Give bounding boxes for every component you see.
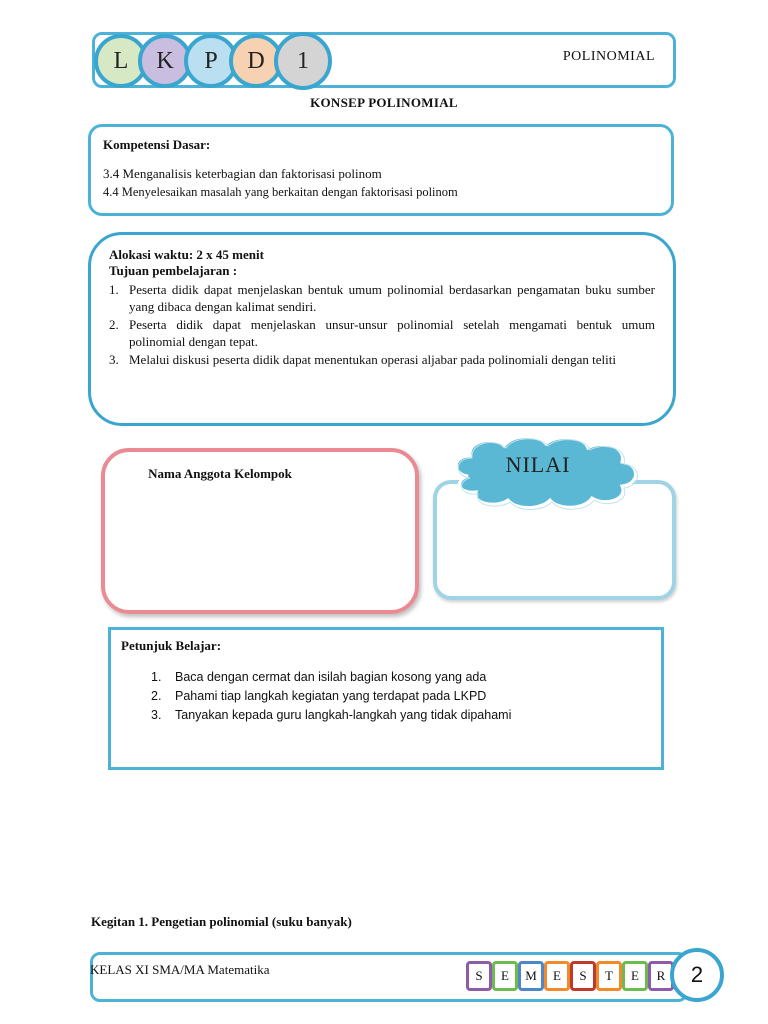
- footer-class-label: KELAS XI SMA/MA Matematika: [90, 962, 270, 977]
- lkpd-letter-p: P: [184, 34, 238, 88]
- kompetensi-item: 3.4 Menganalisis keterbagian dan faktorisasi polinom: [103, 166, 382, 181]
- list-item: 1. Peserta didik dapat menjelaskan bentuk umum polinomial berdasarkan pengamatan buku sumber yang dibaca dengan kalimat sendiri.: [109, 282, 655, 314]
- list-item: 3. Tanyakan kepada guru langkah-langkah yang tidak dipahami: [151, 708, 512, 722]
- semester-letter: S: [466, 961, 492, 991]
- nama-anggota-box: [101, 448, 419, 614]
- semester-letter: E: [622, 961, 648, 991]
- list-item: 1. Baca dengan cermat dan isilah bagian kosong yang ada: [151, 670, 487, 684]
- page-title: KONSEP POLINOMIAL: [310, 95, 458, 110]
- nama-anggota-title: Nama Anggota Kelompok: [148, 466, 292, 481]
- tujuan-list: [109, 281, 655, 368]
- list-item: 3. Melalui diskusi peserta didik dapat menentukan operasi aljabar pada polinomiali dengan teliti: [109, 352, 616, 367]
- semester-letter: M: [518, 961, 544, 991]
- tujuan-pembelajaran-box: [88, 232, 676, 426]
- petunjuk-title: Petunjuk Belajar:: [121, 638, 222, 653]
- page-number: 2: [670, 948, 724, 1002]
- petunjuk-list: [121, 668, 651, 725]
- kegiatan-heading: Kegitan 1. Pengetian polinomial (suku banyak): [91, 914, 352, 929]
- kompetensi-title: Kompetensi Dasar:: [103, 137, 211, 152]
- kompetensi-item: 4.4 Menyelesaikan masalah yang berkaitan dengan faktorisasi polinom: [103, 185, 458, 199]
- alokasi-waktu: Alokasi waktu: 2 x 45 menit: [109, 247, 264, 262]
- lkpd-letter-k: K: [138, 34, 192, 88]
- semester-letter: E: [544, 961, 570, 991]
- semester-letter: E: [492, 961, 518, 991]
- subject-label: POLINOMIAL: [562, 49, 655, 64]
- lkpd-letter-l: L: [94, 34, 148, 88]
- list-item: 2. Peserta didik dapat menjelaskan unsur-unsur polinomial setelah mengamati bentuk umum polinomial dengan tepat.: [109, 317, 655, 349]
- lkpd-letter-d: D: [229, 34, 283, 88]
- semester-letter: S: [570, 961, 596, 991]
- list-item: 2. Pahami tiap langkah kegiatan yang terdapat pada LKPD: [151, 689, 487, 703]
- semester-letter: R: [648, 961, 674, 991]
- nilai-label: NILAI: [505, 452, 571, 477]
- lkpd-number: 1: [274, 32, 332, 90]
- semester-letter: T: [596, 961, 622, 991]
- tujuan-heading: Tujuan pembelajaran :: [109, 263, 238, 278]
- petunjuk-belajar-box: [108, 627, 664, 770]
- kompetensi-dasar-box: [88, 124, 674, 216]
